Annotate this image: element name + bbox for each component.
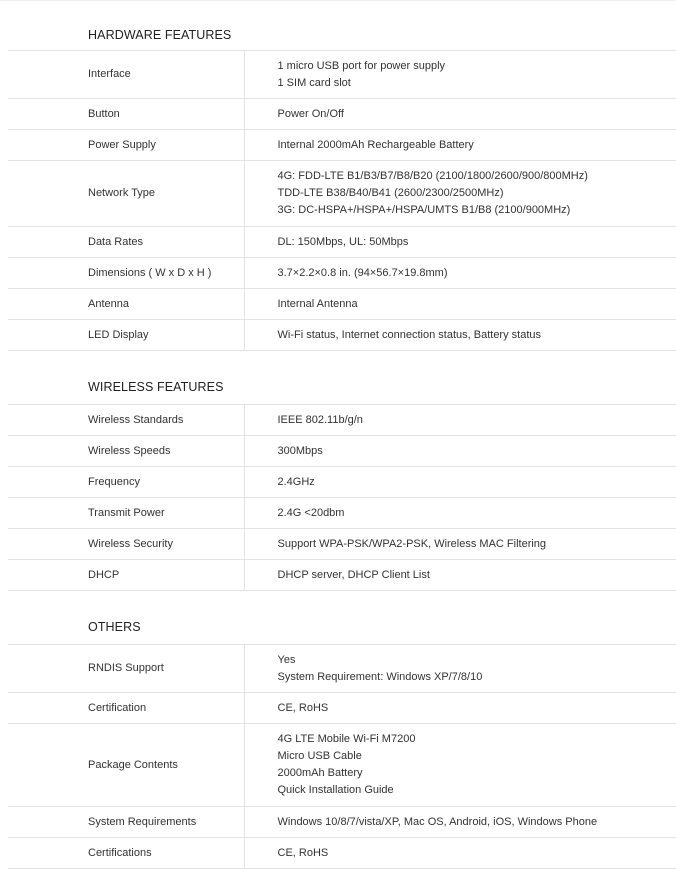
- spec-value-line: 4G: FDD-LTE B1/B3/B7/B8/B20 (2100/1800/2600/900/800MHz): [277, 170, 588, 182]
- spec-label: Wireless Speeds: [8, 436, 244, 467]
- table-row: [8, 724, 676, 807]
- spec-value-line: 3G: DC-HSPA+/HSPA+/HSPA/UMTS B1/B8 (2100/900MHz): [277, 204, 571, 216]
- table-row: [8, 51, 676, 99]
- spec-label: RNDIS Support: [8, 645, 244, 693]
- spec-label: Antenna: [8, 289, 244, 320]
- section-title-others: OTHERS: [88, 620, 141, 634]
- spec-value-line: Internal 2000mAh Rechargeable Battery: [277, 138, 474, 151]
- spec-value: [244, 724, 676, 807]
- wireless-spec-table: [8, 404, 676, 591]
- spec-label: Dimensions ( W x D x H ): [8, 258, 244, 289]
- spec-value: [244, 467, 676, 498]
- table-row: [8, 99, 676, 130]
- spec-value-line: CE, RoHS: [277, 846, 329, 859]
- spec-label: Button: [8, 99, 244, 130]
- spec-value-line: IEEE 802.11b/g/n: [277, 413, 363, 426]
- spec-label: Certification: [8, 693, 244, 724]
- spec-value: [244, 529, 676, 560]
- spec-value-line: Windows 10/8/7/vista/XP, Mac OS, Android, iOS, Windows Phone: [277, 815, 598, 828]
- spec-label: LED Display: [8, 320, 244, 351]
- table-row: [8, 467, 676, 498]
- spec-value: [244, 693, 676, 724]
- spec-label: Wireless Standards: [8, 405, 244, 436]
- spec-value-line: DHCP server, DHCP Client List: [277, 568, 430, 581]
- spec-value-line: Support WPA-PSK/WPA2-PSK, Wireless MAC Filtering: [277, 537, 547, 550]
- spec-value: [244, 436, 676, 467]
- spec-value: [244, 645, 676, 693]
- table-row: [8, 130, 676, 161]
- table-row: [8, 405, 676, 436]
- spec-value: [244, 838, 676, 869]
- spec-value: [244, 498, 676, 529]
- table-row: [8, 498, 676, 529]
- spec-value: [244, 51, 676, 99]
- table-row: [8, 807, 676, 838]
- table-row: [8, 258, 676, 289]
- table-row: [8, 560, 676, 591]
- spec-value-line: 2.4G <20dbm: [277, 506, 345, 519]
- spec-value-line: 2000mAh Battery: [277, 767, 363, 779]
- spec-value: [244, 161, 676, 227]
- spec-label: Wireless Security: [8, 529, 244, 560]
- spec-value: [244, 320, 676, 351]
- spec-value: [244, 99, 676, 130]
- spec-value-line: DL: 150Mbps, UL: 50Mbps: [277, 235, 409, 248]
- spec-value-line: 1 SIM card slot: [277, 76, 351, 89]
- spec-value-line: 2.4GHz: [277, 475, 315, 488]
- spec-value: [244, 560, 676, 591]
- spec-label: Data Rates: [8, 227, 244, 258]
- spec-value-line: CE, RoHS: [277, 701, 329, 714]
- hardware-spec-table: [8, 50, 676, 351]
- spec-label: System Requirements: [8, 807, 244, 838]
- spec-value-line: 300Mbps: [277, 444, 323, 457]
- spec-value-line: System Requirement: Windows XP/7/8/10: [277, 670, 483, 683]
- table-row: [8, 161, 676, 227]
- table-row: [8, 289, 676, 320]
- spec-label: Network Type: [8, 161, 244, 227]
- spec-value: [244, 807, 676, 838]
- table-row: [8, 645, 676, 693]
- spec-value: [244, 130, 676, 161]
- spec-label: Frequency: [8, 467, 244, 498]
- spec-value-line: Quick Installation Guide: [277, 784, 394, 796]
- spec-value: [244, 258, 676, 289]
- spec-value-line: TDD-LTE B38/B40/B41 (2600/2300/2500MHz): [277, 187, 504, 199]
- spec-value-line: Power On/Off: [277, 107, 344, 120]
- others-spec-table: [8, 644, 676, 869]
- spec-label: Package Contents: [8, 724, 244, 807]
- spec-label: Certifications: [8, 838, 244, 869]
- spec-label: DHCP: [8, 560, 244, 591]
- spec-value: [244, 405, 676, 436]
- spec-label: Interface: [8, 51, 244, 99]
- table-row: [8, 320, 676, 351]
- spec-value-line: Micro USB Cable: [277, 750, 362, 762]
- table-row: [8, 693, 676, 724]
- spec-value-line: 1 micro USB port for power supply: [277, 59, 446, 72]
- spec-label: Transmit Power: [8, 498, 244, 529]
- spec-sheet: [8, 0, 676, 869]
- table-row: [8, 227, 676, 258]
- spec-value: [244, 227, 676, 258]
- table-row: [8, 436, 676, 467]
- spec-value-line: 3.7×2.2×0.8 in. (94×56.7×19.8mm): [277, 266, 448, 279]
- table-row: [8, 838, 676, 869]
- spec-value: [244, 289, 676, 320]
- table-row: [8, 529, 676, 560]
- section-title-wireless: WIRELESS FEATURES: [88, 380, 224, 394]
- spec-value-line: Yes: [277, 653, 296, 666]
- spec-value-line: 4G LTE Mobile Wi-Fi M7200: [277, 733, 416, 745]
- spec-value-line: Wi-Fi status, Internet connection status, Battery status: [277, 328, 542, 341]
- section-title-hardware: HARDWARE FEATURES: [88, 28, 232, 42]
- spec-label: Power Supply: [8, 130, 244, 161]
- spec-value-line: Internal Antenna: [277, 297, 358, 310]
